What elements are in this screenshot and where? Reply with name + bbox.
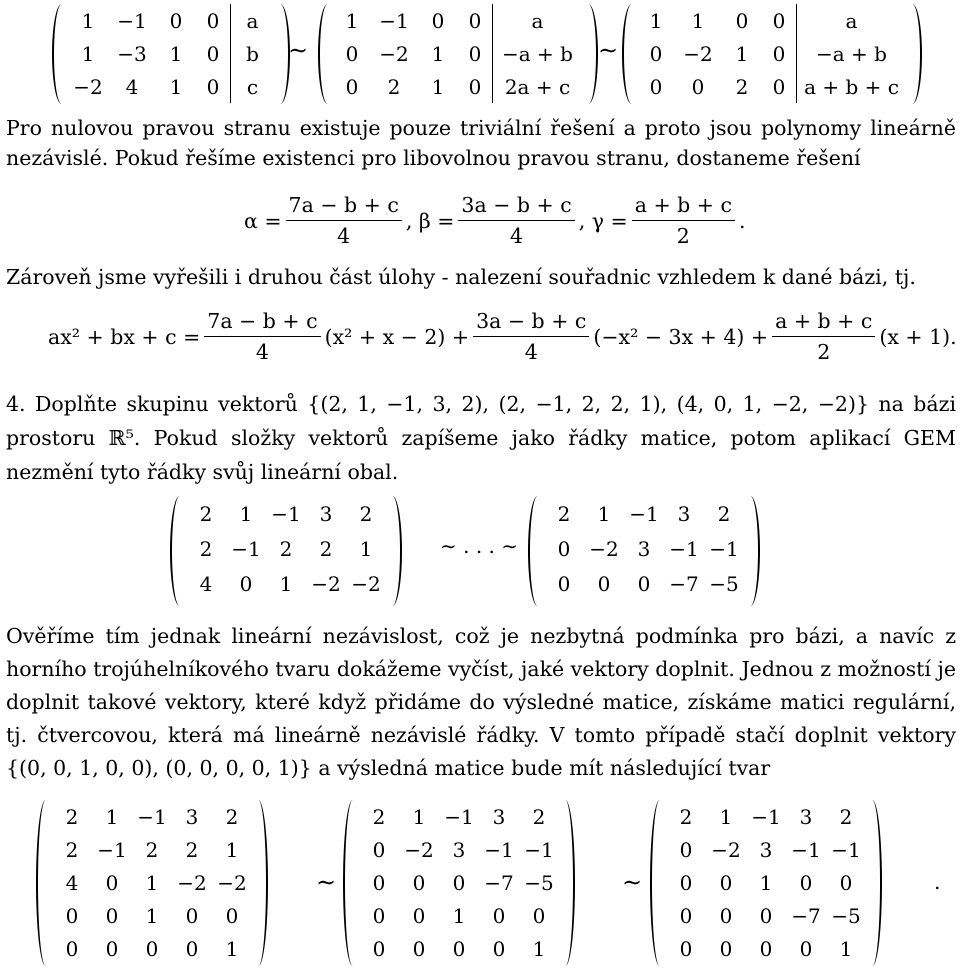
- matrix-cell: 1: [279, 571, 293, 596]
- matrix-final-3: [650, 800, 882, 966]
- matrix-cell: −1: [117, 8, 147, 33]
- matrix-cell: −1: [97, 837, 127, 862]
- right-paren: [252, 800, 268, 966]
- matrix-cell: 1: [345, 8, 359, 33]
- matrix-cell: b: [230, 37, 275, 70]
- matrix-cell: 2: [225, 804, 239, 829]
- matrix-cell: 0: [679, 870, 693, 895]
- matrix-echelon: [528, 496, 760, 606]
- matrix-cell: 2: [145, 837, 159, 862]
- matrix-cell: 1: [431, 41, 445, 66]
- matrix-cell: 0: [105, 936, 119, 961]
- left-paren: [528, 496, 544, 606]
- matrix-cell: 2: [717, 501, 731, 526]
- matrix-cell: −1: [379, 8, 409, 33]
- left-paren: [318, 4, 334, 104]
- matrix-cell: 3: [799, 804, 813, 829]
- matrix-cell: 1: [239, 501, 253, 526]
- matrix-cell: 3: [677, 501, 691, 526]
- matrix-cell: 0: [412, 903, 426, 928]
- matrix-cell: 1: [719, 804, 733, 829]
- denominator: 4: [510, 224, 524, 248]
- matrix-cell: −2: [177, 870, 207, 895]
- coefficient-fraction: [772, 306, 875, 367]
- numerator: a + b + c: [632, 190, 735, 221]
- matrix-cell: −5: [831, 903, 861, 928]
- matrix-cell: −1: [524, 837, 554, 862]
- beta-fraction: [458, 190, 574, 251]
- matrix-cell: 2: [532, 804, 546, 829]
- matrix-cell: 0: [185, 903, 199, 928]
- matrix-cell: 0: [679, 837, 693, 862]
- matrix-cell: a + b + c: [796, 70, 907, 103]
- matrix-cell: 0: [345, 41, 359, 66]
- matrix-cell: 0: [65, 936, 79, 961]
- right-paren: [744, 496, 760, 606]
- matrix-cell: −2: [683, 41, 713, 66]
- matrix-cell: 3: [492, 804, 506, 829]
- matrix-cell: 0: [557, 536, 571, 561]
- matrix-cell: −7: [669, 571, 699, 596]
- numerator: a + b + c: [772, 306, 875, 337]
- matrix-cell: 0: [468, 8, 482, 33]
- matrix-cell: −1: [484, 837, 514, 862]
- matrix-cell: 4: [125, 74, 139, 99]
- matrix-cell: −1: [231, 536, 261, 561]
- denominator: 4: [255, 340, 269, 364]
- matrix-cell: −5: [524, 870, 554, 895]
- matrix-cell: a: [796, 4, 907, 37]
- matrix-cell: 0: [468, 74, 482, 99]
- right-paren: [906, 4, 922, 104]
- matrix-cell: −1: [629, 501, 659, 526]
- matrix-cell: 3: [319, 501, 333, 526]
- matrix-cell: −2: [311, 571, 341, 596]
- denominator: 2: [817, 340, 831, 364]
- matrix-cell: 2: [65, 804, 79, 829]
- matrix-cell: 1: [225, 837, 239, 862]
- matrix-cell: −2: [404, 837, 434, 862]
- matrix-augmented-1: [52, 4, 290, 104]
- matrix-cell: 0: [679, 936, 693, 961]
- paragraph-independence: Pro nulovou pravou stranu existuje pouze triviální řešení a proto jsou polynomy lineárně nezávislé. Pokud řešíme existenci pro libovolnou pravou stranu, dostaneme řešení: [6, 116, 956, 170]
- matrix-cell: 1: [145, 870, 159, 895]
- matrix-cell: 1: [735, 41, 749, 66]
- matrix-cell: 4: [65, 870, 79, 895]
- matrix-cell: 0: [679, 903, 693, 928]
- matrix-cell: 2: [839, 804, 853, 829]
- matrix-cell: 1: [759, 870, 773, 895]
- matrix-cell: 0: [169, 8, 183, 33]
- matrix-cell: −5: [709, 571, 739, 596]
- matrix-cell: 0: [206, 74, 220, 99]
- numerator: 3a − b + c: [473, 306, 589, 337]
- matrix-cell: 1: [839, 936, 853, 961]
- matrix-cell: −7: [484, 870, 514, 895]
- left-paren: [170, 496, 186, 606]
- paragraph-coordinates: Zároveň jsme vyřešili i druhou část úlohy - nalezení souřadnic vzhledem k dané bázi, tj.: [6, 265, 916, 289]
- gamma-fraction: [632, 190, 735, 251]
- numerator: 7a − b + c: [286, 190, 402, 221]
- matrix-cell: 2a + c: [492, 70, 583, 103]
- matrix-cell: 1: [81, 41, 95, 66]
- matrix-cell: 0: [225, 903, 239, 928]
- matrix-cell: 0: [412, 936, 426, 961]
- matrix-cell: 2: [319, 536, 333, 561]
- matrix-cell: 0: [557, 571, 571, 596]
- matrix-cell: 1: [359, 536, 373, 561]
- matrix-cell: −1: [271, 501, 301, 526]
- matrix-cell: 1: [225, 936, 239, 961]
- matrix-cell: −1: [444, 804, 474, 829]
- matrix-cell: 0: [65, 903, 79, 928]
- matrix-cell: 0: [691, 74, 705, 99]
- matrix-cell: 2: [557, 501, 571, 526]
- matrix-cell: 0: [372, 870, 386, 895]
- paragraph-completion: Ověříme tím jednak lineární nezávislost, což je nezbytná podmínka pro bázi, a navíc z horního trojúhelníkového tvaru dokážeme vyčíst, jaké vektory doplnit. Jednou z možností je doplnit takové vektory, které když přidáme do výsledné matice, získáme matici regulární, tj. čtvercovou, která má lineárně nezávislé řádky. V tomto případě stačí doplnit vektory {(0, 0, 1, 0, 0), (0, 0, 0, 0, 1)} a výsledná matice bude mít následující tvar: [6, 624, 956, 780]
- matrix-cell: 4: [199, 571, 213, 596]
- matrix-cell: −2: [351, 571, 381, 596]
- equivalence-sign: ∼: [288, 36, 309, 64]
- matrix-cell: 0: [492, 903, 506, 928]
- gamma-label: , γ =: [578, 208, 628, 233]
- matrix-cell: −7: [791, 903, 821, 928]
- matrix-cells: [638, 4, 906, 104]
- matrix-cell: 0: [532, 903, 546, 928]
- matrix-cell: 0: [839, 870, 853, 895]
- matrix-cell: −1: [831, 837, 861, 862]
- left-paren: [343, 800, 359, 966]
- matrix-cell: 0: [649, 41, 663, 66]
- matrix-cell: −3: [117, 41, 147, 66]
- matrix-cell: 0: [597, 571, 611, 596]
- denominator: 4: [337, 224, 351, 248]
- matrix-cell: 0: [492, 936, 506, 961]
- matrix-cell: −2: [589, 536, 619, 561]
- beta-label: , β =: [405, 208, 455, 233]
- matrix-cell: 1: [145, 903, 159, 928]
- matrix-cell: 0: [105, 903, 119, 928]
- equation-decomposition: [48, 306, 957, 367]
- matrix-cell: 2: [199, 501, 213, 526]
- matrix-cell: 0: [431, 8, 445, 33]
- right-paren: [866, 800, 882, 966]
- period: .: [738, 208, 746, 233]
- matrix-cell: 2: [387, 74, 401, 99]
- matrix-cell: 0: [772, 8, 786, 33]
- matrix-cells: [334, 4, 582, 104]
- matrix-cell: 0: [372, 903, 386, 928]
- coefficient-fraction: [473, 306, 589, 367]
- matrix-cell: 3: [452, 837, 466, 862]
- matrix-cell: 0: [719, 903, 733, 928]
- matrix-cell: 1: [597, 501, 611, 526]
- matrix-cell: 1: [452, 903, 466, 928]
- matrix-cell: 1: [412, 804, 426, 829]
- matrix-cells: [666, 800, 866, 966]
- matrix-cell: 1: [169, 74, 183, 99]
- matrix-cells: [544, 496, 744, 606]
- matrix-cell: 1: [81, 8, 95, 33]
- matrix-cell: 0: [637, 571, 651, 596]
- matrix-cell: 1: [431, 74, 445, 99]
- left-paren: [52, 4, 68, 104]
- matrix-cell: −2: [379, 41, 409, 66]
- matrix-cell: 0: [799, 936, 813, 961]
- basis-term: (x + 1).: [879, 324, 957, 349]
- matrix-cell: 0: [719, 936, 733, 961]
- equivalence-sequence: ∼ . . . ∼: [440, 534, 519, 558]
- right-paren: [386, 496, 402, 606]
- matrix-cell: 0: [105, 870, 119, 895]
- matrix-augmented-2: [318, 4, 598, 104]
- equivalence-sign: ∼: [598, 36, 619, 64]
- matrix-cell: 2: [185, 837, 199, 862]
- matrix-cell: −a + b: [796, 37, 907, 70]
- matrix-cell: 0: [206, 8, 220, 33]
- matrix-cell: −1: [669, 536, 699, 561]
- matrix-cell: 0: [452, 936, 466, 961]
- right-paren: [559, 800, 575, 966]
- matrix-cell: −1: [791, 837, 821, 862]
- left-paren: [622, 4, 638, 104]
- left-paren: [36, 800, 52, 966]
- left-paren: [650, 800, 666, 966]
- matrix-cell: 3: [759, 837, 773, 862]
- matrix-cell: 0: [185, 936, 199, 961]
- matrix-cell: 1: [532, 936, 546, 961]
- polynomial-lhs: ax² + bx + c =: [48, 324, 201, 349]
- matrix-cell: −2: [217, 870, 247, 895]
- matrix-cell: a: [492, 4, 583, 37]
- matrix-cell: 1: [649, 8, 663, 33]
- matrix-cells: [68, 4, 274, 104]
- matrix-cell: 0: [468, 41, 482, 66]
- denominator: 2: [676, 224, 690, 248]
- matrix-augmented-3: [622, 4, 922, 104]
- matrix-cell: 1: [105, 804, 119, 829]
- matrix-cell: 0: [649, 74, 663, 99]
- matrix-cell: 0: [772, 41, 786, 66]
- matrix-cell: 0: [345, 74, 359, 99]
- matrix-cell: −1: [709, 536, 739, 561]
- matrix-cell: 0: [799, 870, 813, 895]
- coefficient-fraction: [204, 306, 320, 367]
- matrix-cell: 1: [169, 41, 183, 66]
- matrix-cell: 3: [185, 804, 199, 829]
- period: .: [934, 870, 941, 894]
- matrix-cell: 0: [239, 571, 253, 596]
- numerator: 7a − b + c: [204, 306, 320, 337]
- matrix-cell: 2: [279, 536, 293, 561]
- matrix-cell: 0: [412, 870, 426, 895]
- equation-solution: [244, 190, 745, 251]
- matrix-cell: 0: [145, 936, 159, 961]
- matrix-cell: 0: [452, 870, 466, 895]
- right-paren: [582, 4, 598, 104]
- matrix-cell: 2: [372, 804, 386, 829]
- matrix-cell: 0: [206, 41, 220, 66]
- matrix-cell: c: [230, 70, 275, 103]
- denominator: 4: [524, 340, 538, 364]
- matrix-cell: 2: [679, 804, 693, 829]
- basis-term: (x² + x − 2) +: [324, 324, 470, 349]
- matrix-cell: 2: [199, 536, 213, 561]
- matrix-cell: 0: [759, 903, 773, 928]
- basis-term: (−x² − 3x + 4) +: [593, 324, 769, 349]
- matrix-cell: −1: [751, 804, 781, 829]
- matrix-cell: 1: [691, 8, 705, 33]
- matrix-cell: 0: [372, 837, 386, 862]
- matrix-cell: 0: [372, 936, 386, 961]
- equivalence-sign: ∼: [316, 868, 337, 896]
- matrix-cell: −2: [73, 74, 103, 99]
- alpha-fraction: [286, 190, 402, 251]
- numerator: 3a − b + c: [458, 190, 574, 221]
- paragraph-exercise-4: 4. Doplňte skupinu vektorů {(2, 1, −1, 3, 2), (2, −1, 2, 2, 1), (4, 0, 1, −2, −2)} na bázi prostoru ℝ⁵. Pokud složky vektorů zapíšeme jako řádky matice, potom aplikací GEM nezmění tyto řádky svůj lineární obal.: [6, 392, 956, 484]
- matrix-cell: 2: [359, 501, 373, 526]
- matrix-cell: 2: [65, 837, 79, 862]
- matrix-cell: 0: [759, 936, 773, 961]
- matrix-cell: 0: [735, 8, 749, 33]
- matrix-cell: −a + b: [492, 37, 583, 70]
- matrix-cells: [52, 800, 252, 966]
- matrix-final-2: [343, 800, 575, 966]
- equivalence-sign: ∼: [622, 868, 643, 896]
- matrix-final-1: [36, 800, 268, 966]
- matrix-vectors: [170, 496, 402, 606]
- matrix-cell: 0: [719, 870, 733, 895]
- matrix-cell: −1: [137, 804, 167, 829]
- matrix-cell: 2: [735, 74, 749, 99]
- matrix-cell: −2: [711, 837, 741, 862]
- matrix-cells: [186, 496, 386, 606]
- matrix-cell: a: [230, 4, 275, 37]
- matrix-cells: [359, 800, 559, 966]
- alpha-label: α =: [244, 208, 282, 233]
- matrix-cell: 0: [772, 74, 786, 99]
- matrix-cell: 3: [637, 536, 651, 561]
